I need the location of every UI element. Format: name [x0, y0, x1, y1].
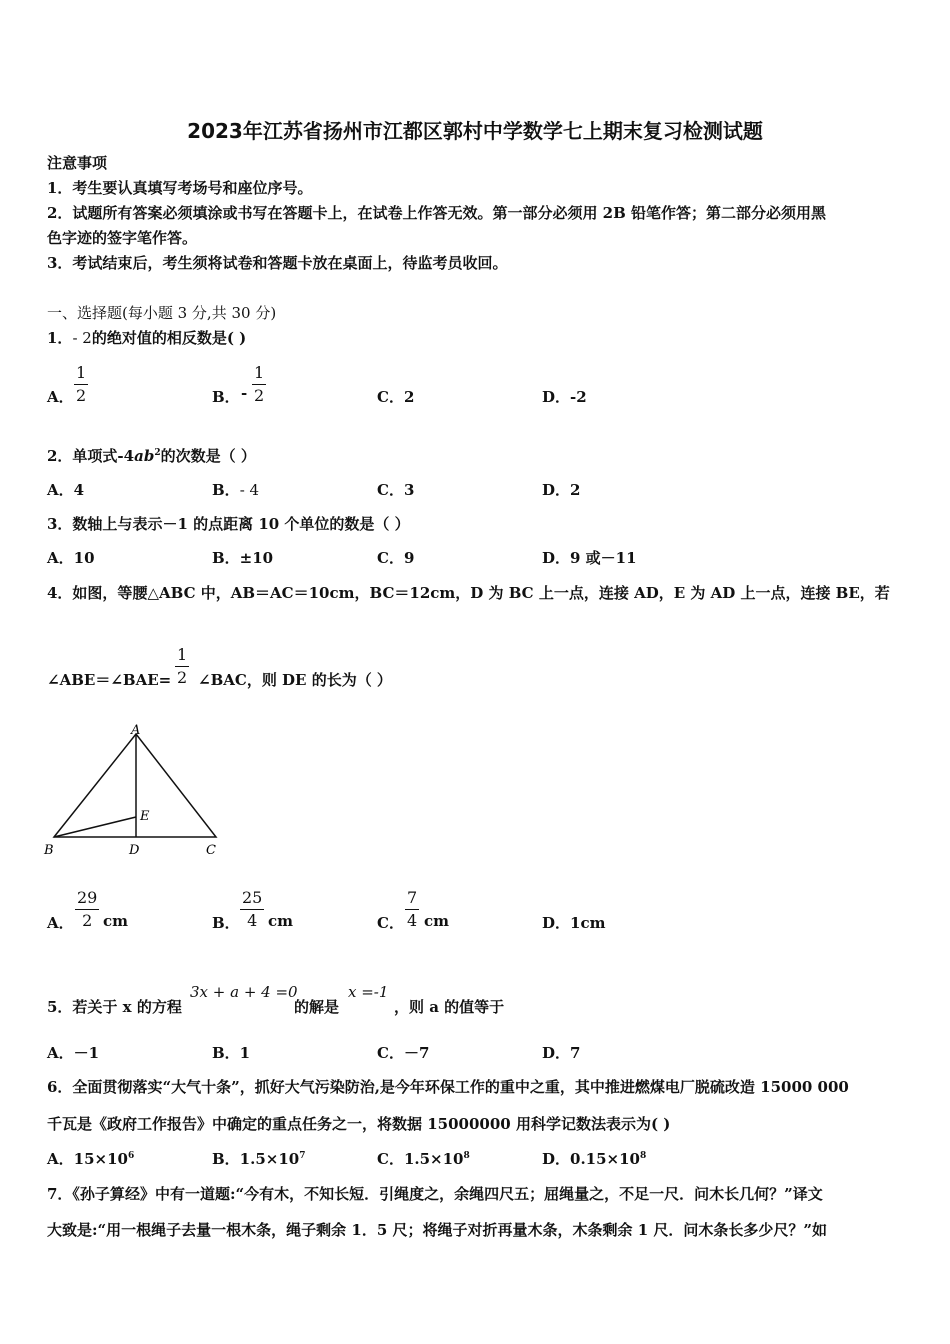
label-d: D: [129, 843, 140, 858]
q6-option-a: [47, 1148, 134, 1169]
q4-option-b-label: B．: [212, 914, 240, 932]
q6-option-b-base: B．1.5×10: [212, 1150, 300, 1168]
q6-option-d-exp: 8: [639, 1151, 647, 1161]
q4-b-numerator: 25: [240, 887, 264, 910]
q2-option-b: [212, 479, 259, 500]
q2-option-c: C．3: [377, 481, 415, 499]
label-e: E: [140, 809, 150, 824]
triangle-abc: [54, 734, 216, 837]
q3-stem: 3．数轴上与表示－1 的点距离 10 个单位的数是（ ）: [47, 515, 410, 533]
q3-option-c-label: C．: [377, 549, 404, 567]
q3-option-d-value: 9 或－11: [570, 549, 637, 567]
q4-option-a-label: A．: [47, 914, 74, 932]
notice-line-2b: 色字迹的签字笔作答。: [47, 229, 198, 247]
q2-option-b-value: - 4: [239, 481, 260, 499]
label-c: C: [206, 843, 216, 858]
notice-line-3: 3．考试结束后，考生须将试卷和答题卡放在桌面上，待监考员收回。: [47, 254, 508, 272]
q1-option-b-fraction: [252, 362, 266, 407]
q4-stem-line-2a: ∠ABE＝∠BAE=: [47, 671, 172, 689]
q3-option-c-value: 9: [403, 549, 415, 567]
q7-stem-line-1: 7．《孙子算经》中有一道题:“今有木，不知长短．引绳度之，余绳四尺五；屈绳量之，不足一尺．问木长几何？”译文: [47, 1185, 823, 1203]
q6-option-c-base: C．1.5×10: [377, 1150, 464, 1168]
q3-option-b-value: 10: [252, 549, 274, 567]
q4-option-d: D．1cm: [542, 914, 606, 932]
q6-option-a-exp: 6: [127, 1151, 135, 1161]
q5-option-b: B．1: [212, 1044, 251, 1062]
q4-triangle-figure: [40, 720, 230, 862]
q4-a-denominator: 2: [82, 911, 93, 930]
q2-variable: ab: [134, 447, 155, 465]
q4-stem-line-1: 4．如图，等腰△ABC 中，AB＝AC＝10cm，BC＝12cm，D 为 BC 上一点，连接 AD，E 为 AD 上一点，连接 BE，若: [47, 584, 890, 602]
q6-option-d: [542, 1148, 646, 1169]
q1-b-numerator: 1: [252, 362, 266, 385]
label-b: B: [44, 843, 54, 858]
q6-option-d-base: D．0.15×10: [542, 1150, 640, 1168]
notice-line-1: 1．考生要认真填写考场号和座位序号。: [47, 179, 313, 197]
q4-option-a-unit: cm: [103, 912, 129, 930]
notice-heading: 注意事项: [47, 154, 108, 172]
q5-equation: 3x + a + 4 =0: [190, 983, 298, 1001]
q2-exponent: 2: [154, 448, 161, 458]
q4-c-numerator: 7: [405, 887, 419, 910]
section-heading: 一、选择题(每小题 3 分,共 30 分): [47, 304, 277, 322]
q5-option-d: D．7: [542, 1044, 581, 1062]
q4-option-c-label: C．: [377, 914, 404, 932]
q1-option-b-sign: -: [241, 384, 248, 402]
q3-option-a: [47, 547, 95, 568]
q6-option-b-exp: 7: [299, 1151, 306, 1161]
q7-stem-line-2: 大致是:“用一根绳子去量一根木条，绳子剩余 1．5 尺；将绳子对折再量木条，木条剩余 1 尺．问木条长多少尺？”如: [47, 1221, 827, 1239]
q4-option-b-unit: cm: [268, 912, 294, 930]
q6-option-c: [377, 1148, 470, 1169]
q4-a-numerator: 29: [75, 887, 99, 910]
q1-option-c: C．2: [377, 388, 415, 406]
q5-prefix: 5．若关于 x 的方程: [47, 998, 182, 1016]
q2-option-b-label: B．: [212, 481, 240, 499]
q2-text: 的次数是（ ）: [160, 447, 256, 465]
q1-value: - 2: [72, 329, 92, 347]
q4-half-denominator: 2: [177, 668, 188, 687]
q4-option-c-fraction: [405, 887, 419, 932]
q6-option-a-base: A．15×10: [47, 1150, 128, 1168]
q3-option-a-value: 10: [73, 549, 95, 567]
q5-option-c: C．－7: [377, 1044, 430, 1062]
q4-b-denominator: 4: [247, 911, 258, 930]
q2-prefix: 2．单项式-4: [47, 447, 135, 465]
q3-option-b-label: B．±: [212, 549, 253, 567]
q2-option-d: D．2: [542, 481, 581, 499]
q1-b-denominator: 2: [254, 386, 265, 405]
q1-option-a-fraction: [74, 362, 88, 407]
q6-stem-line-1: 6．全面贯彻落实“大气十条”，抓好大气污染防治,是今年环保工作的重中之重，其中推进燃煤电厂脱硫改造 15000 000: [47, 1078, 849, 1096]
q1-option-d: D．-2: [542, 388, 587, 406]
q4-c-denominator: 4: [407, 911, 418, 930]
q3-option-c: [377, 547, 414, 568]
q3-option-d: [542, 547, 637, 568]
segment-be: [54, 817, 136, 837]
q1-text: 的绝对值的相反数是( ): [91, 329, 247, 347]
label-a: A: [131, 723, 141, 738]
q3-option-d-label: D．: [542, 549, 571, 567]
q6-option-b: [212, 1148, 305, 1169]
q5-option-a: A．－1: [47, 1044, 100, 1062]
q1-number: 1．: [47, 329, 73, 347]
q4-option-c-unit: cm: [424, 912, 450, 930]
q6-stem-line-2: 千瓦是《政府工作报告》中确定的重点任务之一，将数据 15000000 用科学记数法表示为( ): [47, 1115, 671, 1133]
q5-mid: 的解是: [294, 998, 340, 1016]
q4-half-fraction: [175, 644, 189, 689]
q4-half-numerator: 1: [175, 644, 189, 667]
q5-suffix: ，则 a 的值等于: [394, 998, 505, 1016]
q1-a-denominator: 2: [76, 386, 87, 405]
q1-option-b-label: B．: [212, 388, 240, 406]
q4-stem-line-2b: ∠BAC，则 DE 的长为（ ）: [198, 671, 392, 689]
q1-option-a-label: A．: [47, 388, 74, 406]
page-title: 2023年江苏省扬州市江都区郭村中学数学七上期末复习检测试题: [187, 119, 763, 143]
q2-stem: [47, 445, 256, 466]
q1-a-numerator: 1: [74, 362, 88, 385]
q5-solution: x =-1: [348, 983, 389, 1001]
q2-option-a: A．4: [47, 481, 85, 499]
q6-option-c-exp: 8: [463, 1151, 470, 1161]
q3-option-b: [212, 547, 273, 568]
notice-line-2a: 2．试题所有答案必须填涂或书写在答题卡上，在试卷上作答无效。第一部分必须用 2B 铅笔作答；第二部分必须用黑: [47, 204, 827, 222]
q1-stem: [47, 327, 246, 348]
q4-option-b-fraction: [240, 887, 264, 932]
q3-option-a-label: A．: [47, 549, 74, 567]
q4-option-a-fraction: [75, 887, 99, 932]
